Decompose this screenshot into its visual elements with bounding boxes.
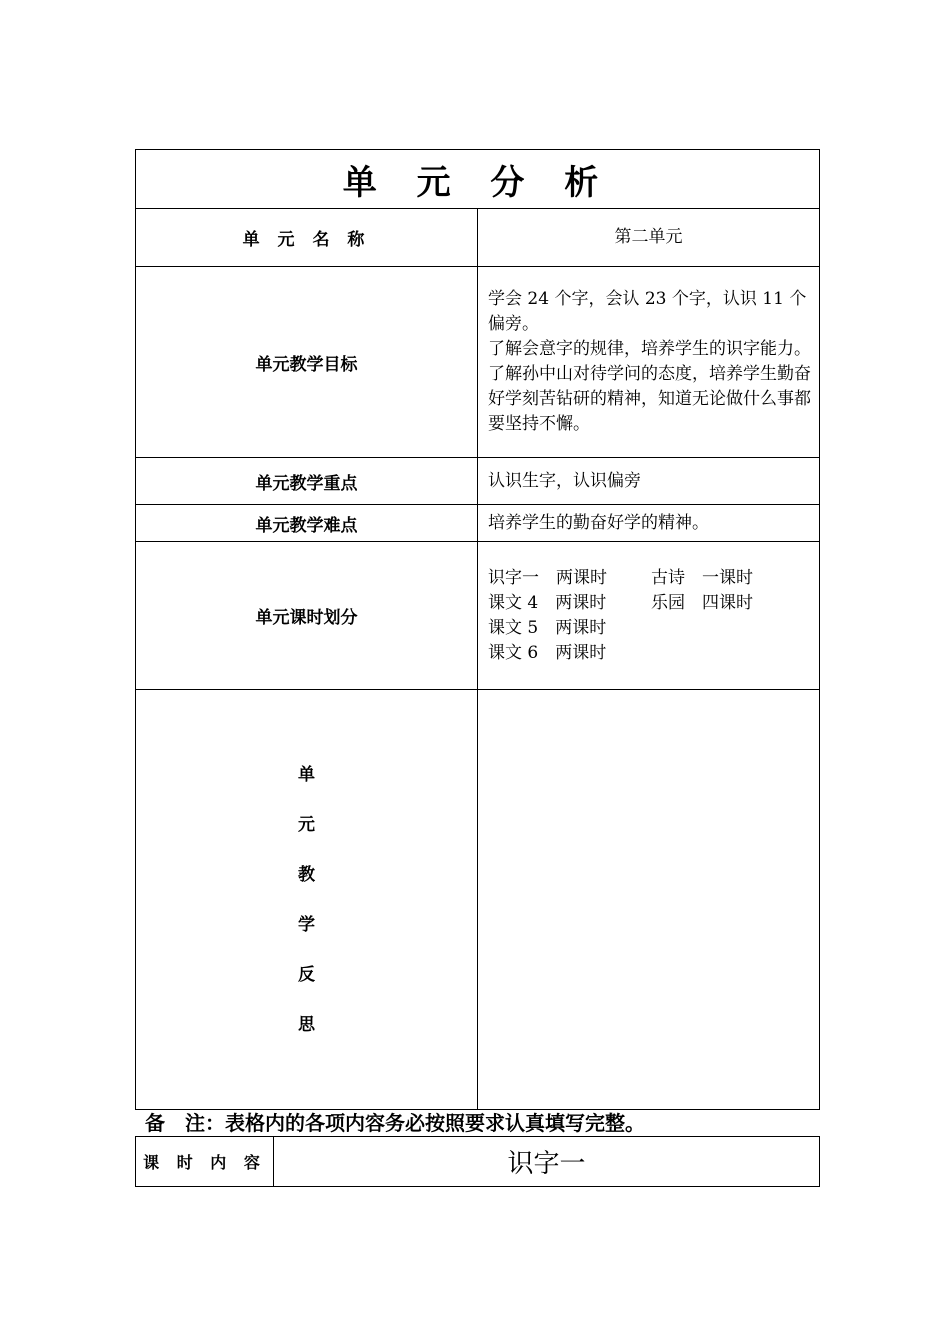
row-reflection bbox=[136, 690, 820, 1110]
schedule-item: 识字一 两课时 bbox=[488, 567, 607, 588]
goal-line: 了解孙中山对待学问的态度，培养学生勤奋好学刻苦钻研的精神，知道无论做什么事都要坚持不懈。 bbox=[488, 364, 811, 434]
lesson-table bbox=[135, 1136, 820, 1187]
schedule-item: 课文 4 两课时 bbox=[488, 592, 607, 613]
goals-value bbox=[478, 267, 820, 458]
goal-line: 了解会意字的规律，培养学生的识字能力。 bbox=[488, 339, 811, 359]
unit-name-value: 第二单元 bbox=[478, 209, 820, 267]
key-points-label: 单元教学重点 bbox=[136, 458, 478, 505]
schedule-grid bbox=[488, 566, 819, 666]
difficulties-value: 培养学生的勤奋好学的精神。 bbox=[478, 505, 820, 542]
unit-name-label: 单 元 名 称 bbox=[136, 209, 478, 267]
schedule-item: 课文 6 两课时 bbox=[488, 642, 607, 663]
lesson-label: 课 时 内 容 bbox=[136, 1137, 274, 1187]
goal-line: 学会 24 个字，会认 23 个字，认识 11 个偏旁。 bbox=[488, 289, 807, 334]
goals-label: 单元教学目标 bbox=[136, 267, 478, 458]
reflection-label-char: 学 bbox=[298, 914, 315, 935]
row-unit-name bbox=[136, 209, 820, 267]
schedule-item: 乐园 四课时 bbox=[651, 592, 753, 613]
row-lesson bbox=[136, 1137, 820, 1187]
unit-analysis-table bbox=[135, 149, 820, 1110]
reflection-label-char: 思 bbox=[298, 1014, 315, 1035]
reflection-label-char: 教 bbox=[298, 864, 315, 885]
row-goals bbox=[136, 267, 820, 458]
reflection-label bbox=[136, 690, 478, 1110]
schedule-label: 单元课时划分 bbox=[136, 542, 478, 690]
lesson-value: 识字一 bbox=[274, 1137, 820, 1187]
schedule-value bbox=[478, 542, 820, 690]
schedule-item: 课文 5 两课时 bbox=[488, 617, 607, 638]
reflection-label-char: 元 bbox=[298, 814, 315, 835]
row-schedule bbox=[136, 542, 820, 690]
reflection-label-char: 反 bbox=[298, 964, 315, 985]
difficulties-label: 单元教学难点 bbox=[136, 505, 478, 542]
schedule-item: 古诗 一课时 bbox=[651, 567, 753, 588]
key-points-value: 认识生字，认识偏旁 bbox=[478, 458, 820, 505]
reflection-label-char: 单 bbox=[298, 764, 315, 785]
reflection-value bbox=[478, 690, 820, 1110]
remark-note: 备 注：表格内的各项内容务必按照要求认真填写完整。 bbox=[145, 1111, 645, 1135]
form-title: 单 元 分 析 bbox=[136, 150, 820, 209]
unit-analysis-form bbox=[135, 149, 820, 1187]
row-key-points bbox=[136, 458, 820, 505]
row-difficulties bbox=[136, 505, 820, 542]
